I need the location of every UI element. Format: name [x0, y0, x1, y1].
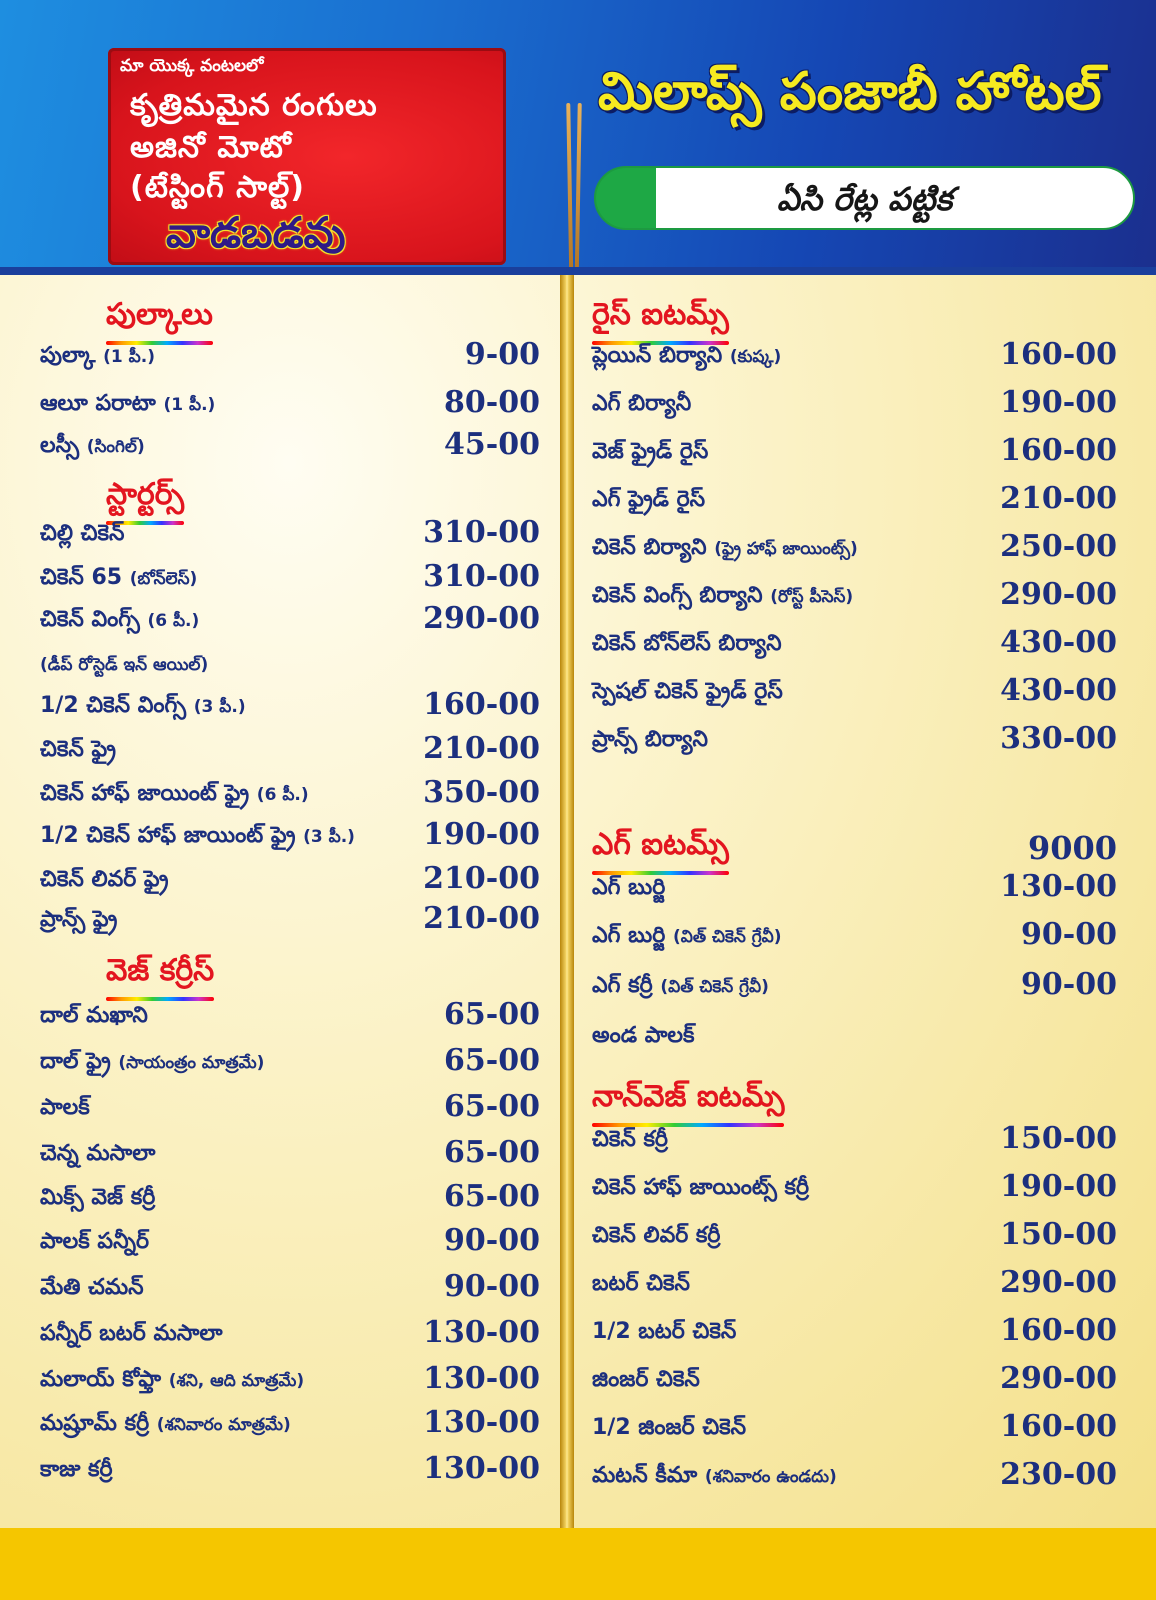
item-name-text: బటర్ చికెన్ [592, 1271, 690, 1296]
item-note: (సింగిల్) [86, 437, 145, 457]
menu-item-price: 160-00 [423, 687, 540, 722]
item-note: (కుష్క) [729, 347, 782, 367]
menu-item-name [592, 1319, 736, 1349]
menu-item-price: 190-00 [1000, 1169, 1117, 1204]
menu-item-price: 130-00 [423, 1315, 540, 1350]
section-heading [592, 827, 729, 869]
menu-item-name [40, 1367, 304, 1397]
section-title: స్టార్టర్స్ [106, 477, 185, 512]
item-note: (బోన్‌లెస్) [129, 569, 198, 589]
item-name-text: వెజ్ ఫ్రైడ్ రైస్ [592, 439, 709, 464]
hotel-name: మిలాప్స్ పంజాబీ హోటల్ [598, 62, 1102, 122]
section-heading [106, 477, 184, 519]
item-name-text: జింజర్ చికెన్ [592, 1367, 700, 1392]
item-note: (విత్ చికెన్ గ్రేవీ) [660, 977, 769, 997]
menu-item-name [592, 923, 782, 953]
item-name-text: చికెన్ కర్రీ [592, 1127, 668, 1152]
section-heading [106, 297, 213, 339]
item-name-text: అండ పాలక్ [592, 1023, 695, 1048]
menu-item-price: 80-00 [444, 385, 540, 420]
menu-item-name [592, 1367, 700, 1397]
menu-item-price: 65-00 [444, 1089, 540, 1124]
menu-item-price: 430-00 [1000, 673, 1117, 708]
menu-item-name [40, 607, 199, 637]
menu-item-price: 130-00 [423, 1405, 540, 1440]
menu-item-price: 65-00 [444, 1179, 540, 1214]
menu-item-price: 210-00 [1000, 481, 1117, 516]
chopsticks-icon [566, 103, 584, 303]
menu-item-price: 310-00 [423, 559, 540, 594]
menu-item-price: 210-00 [423, 861, 540, 896]
menu-item-name [40, 823, 355, 853]
menu-item-name [40, 1411, 291, 1441]
item-name-text: స్పెషల్ చికెన్ ఫ్రైడ్ రైస్ [592, 679, 783, 704]
item-note: (సాయంత్రం మాత్రమే) [118, 1053, 265, 1073]
item-name-text: చికెన్ 65 [40, 565, 123, 590]
item-name-text: చెన్న మసాలా [40, 1141, 156, 1166]
section-title: రైస్ ఐటమ్స్ [592, 297, 729, 332]
menu-item-price: 330-00 [1000, 721, 1117, 756]
menu-item-name [592, 973, 769, 1003]
menu-item-name [592, 583, 853, 613]
menu-item-name [40, 1003, 148, 1033]
menu-item-price: 250-00 [1000, 529, 1117, 564]
menu-item-name [40, 433, 145, 463]
menu-item-name [592, 1415, 746, 1445]
item-name-text: మేతి చమన్ [40, 1275, 144, 1300]
menu-item-name [40, 1141, 155, 1171]
item-name-text: పాలక్ [40, 1095, 90, 1120]
menu-item-name [40, 651, 208, 679]
item-note: (6 పీ.) [256, 785, 309, 805]
menu-item-name [592, 1127, 668, 1157]
menu-item-price: 160-00 [1000, 433, 1117, 468]
item-name-text: చికెన్ వింగ్స్ [40, 607, 140, 632]
item-note: (రోస్ట్ పీసెస్) [770, 587, 854, 607]
rate-list-title: ఏసి రేట్ల పట్టిక [776, 180, 953, 218]
no-additives-notice [108, 48, 506, 265]
item-name-text: ప్రాన్స్ బిర్యాని [592, 727, 708, 752]
menu-item-name [592, 1271, 690, 1301]
menu-item-price: 65-00 [444, 1135, 540, 1170]
menu-item-price: 150-00 [1000, 1217, 1117, 1252]
item-name-text: ఎగ్ ఫ్రైడ్ రైస్ [592, 487, 706, 512]
notice-line: కృత్రిమమైన రంగులు [130, 88, 378, 123]
item-note: (శనివారం ఉండదు) [704, 1467, 837, 1487]
menu-item-name [40, 867, 168, 897]
menu-item-name [592, 1463, 837, 1493]
item-note: (డీప్ రోస్టెడ్ ఇన్ ఆయిల్) [40, 655, 209, 675]
item-note: (1 పీ.) [163, 395, 216, 415]
menu-item-name [592, 875, 665, 905]
item-note: (6 పీ.) [147, 611, 200, 631]
item-name-text: పుల్కా [40, 343, 96, 368]
section-price: 9000 [1027, 829, 1117, 867]
item-name-text: ఎగ్ బిర్యానీ [592, 391, 692, 416]
menu-item-name [592, 631, 782, 661]
menu-item-price: 65-00 [444, 1043, 540, 1078]
item-name-text: చికెన్ హాఫ్ జాయింట్ ఫ్రై [40, 781, 250, 806]
menu-item-name [592, 391, 691, 421]
menu-item-price: 45-00 [444, 427, 540, 462]
item-note: (ఫ్రై హాఫ్ జాయింట్స్) [714, 539, 858, 559]
section-title: పుల్కాలు [106, 297, 213, 332]
menu-body [0, 275, 1156, 1530]
menu-item-name [40, 521, 124, 551]
menu-item-price: 160-00 [1000, 1313, 1117, 1348]
menu-item-name [40, 1049, 264, 1079]
menu-item-name [40, 565, 197, 595]
section-title: నాన్‌వెజ్ ఐటమ్స్ [592, 1079, 785, 1114]
menu-item-name [40, 693, 246, 723]
menu-item-name [592, 1223, 720, 1253]
rainbow-underline [106, 997, 214, 1001]
section-heading [106, 953, 214, 995]
item-name-text: పన్నీర్ బటర్ మసాలా [40, 1321, 223, 1346]
section-title: వెజ్ కర్రీస్ [106, 953, 215, 988]
item-name-text: దాల్ మఖాని [40, 1003, 148, 1028]
menu-item-name [592, 727, 708, 757]
header-banner [0, 0, 1156, 275]
rate-list-banner [594, 166, 1135, 230]
menu-item-price: 290-00 [423, 601, 540, 636]
item-name-text: 1/2 చికెన్ హాఫ్ జాయింట్ ఫ్రై [40, 823, 296, 848]
menu-item-name [40, 1457, 113, 1487]
section-title: ఎగ్ ఐటమ్స్ [592, 827, 729, 862]
item-note: (3 పీ.) [193, 697, 246, 717]
item-name-text: మష్రూమ్ కర్రీ [40, 1411, 150, 1436]
item-name-text: ప్లెయిన్ బిర్యాని [592, 343, 723, 368]
menu-item-price: 290-00 [1000, 577, 1117, 612]
item-name-text: మలాయ్ కోఫ్తా [40, 1367, 162, 1392]
item-note: (శని, ఆది మాత్రమే) [168, 1371, 305, 1391]
menu-item-price: 210-00 [423, 731, 540, 766]
menu-item-name [592, 1175, 809, 1205]
item-note: (శనివారం మాత్రమే) [156, 1415, 291, 1435]
item-name-text: కాజు కర్రీ [40, 1457, 113, 1482]
menu-item-price: 290-00 [1000, 1361, 1117, 1396]
item-name-text: 1/2 జింజర్ చికెన్ [592, 1415, 747, 1440]
menu-item-name [40, 1095, 90, 1125]
notice-lead: మా యొక్క వంటలలో [120, 56, 264, 76]
item-name-text: మటన్ కీమా [592, 1463, 698, 1488]
menu-item-price: 350-00 [423, 775, 540, 810]
golden-column-divider [560, 275, 574, 1530]
menu-item-name [592, 535, 858, 565]
item-note: (3 పీ.) [303, 827, 355, 847]
menu-item-price: 130-00 [1000, 869, 1117, 904]
menu-item-name [592, 439, 708, 469]
item-note: (విత్ చికెన్ గ్రేవీ) [672, 927, 782, 947]
menu-item-name [592, 1023, 694, 1053]
item-name-text: ఎగ్ బుర్జి [592, 923, 666, 948]
notice-line: (టేస్టింగ్ సాల్ట్) [130, 170, 305, 205]
menu-item-price: 230-00 [1000, 1457, 1117, 1492]
section-heading [592, 1079, 784, 1121]
menu-item-price: 90-00 [444, 1223, 540, 1258]
menu-item-price: 90-00 [444, 1269, 540, 1304]
item-name-text: మిక్స్ వెజ్ కర్రీ [40, 1185, 156, 1210]
menu-item-name [40, 1321, 222, 1351]
menu-item-price: 65-00 [444, 997, 540, 1032]
menu-item-price: 130-00 [423, 1451, 540, 1486]
menu-item-name [40, 737, 116, 767]
menu-item-price: 160-00 [1000, 337, 1117, 372]
item-name-text: ఎగ్ కర్రీ [592, 973, 653, 998]
item-name-text: లస్సీ [40, 433, 80, 458]
menu-item-price: 9-00 [464, 337, 540, 372]
footer-band [0, 1528, 1156, 1600]
menu-item-name [40, 343, 155, 373]
notice-line: అజినో మోటో [130, 130, 292, 165]
item-name-text: పాలక్ పన్నీర్ [40, 1229, 150, 1254]
menu-item-price: 310-00 [423, 515, 540, 550]
menu-item-name [40, 781, 309, 811]
menu-item-name [40, 391, 215, 421]
item-name-text: చికెన్ లివర్ ఫ్రై [40, 867, 169, 892]
menu-item-price: 150-00 [1000, 1121, 1117, 1156]
menu-item-price: 190-00 [1000, 385, 1117, 420]
item-name-text: ఎగ్ బుర్జి [592, 875, 666, 900]
item-note: (1 పీ.) [103, 347, 155, 367]
item-name-text: ఆలూ పరాటా [40, 391, 156, 416]
item-name-text: చికెన్ బోన్‌లెస్ బిర్యాని [592, 631, 782, 656]
item-name-text: చికెన్ హాఫ్ జాయింట్స్ కర్రీ [592, 1175, 810, 1200]
item-name-text: చిల్లి చికెన్ [40, 521, 125, 546]
item-name-text: ప్రాన్స్ ఫ్రై [40, 907, 118, 932]
menu-item-price: 90-00 [1021, 917, 1117, 952]
menu-item-price: 130-00 [423, 1361, 540, 1396]
item-name-text: 1/2 చికెన్ వింగ్స్ [40, 693, 187, 718]
item-name-text: చికెన్ వింగ్స్ బిర్యాని [592, 583, 763, 608]
menu-item-price: 210-00 [423, 901, 540, 936]
notice-strong-text: వాడబడవు [166, 208, 346, 257]
menu-item-name [40, 907, 117, 937]
menu-item-price: 430-00 [1000, 625, 1117, 660]
item-name-text: చికెన్ బిర్యాని [592, 535, 707, 560]
menu-item-price: 90-00 [1021, 967, 1117, 1002]
menu-item-name [592, 679, 783, 709]
item-name-text: దాల్ ఫ్రై [40, 1049, 111, 1074]
section-heading [592, 297, 729, 339]
menu-item-name [592, 487, 705, 517]
menu-item-name [40, 1229, 149, 1259]
item-name-text: చికెన్ లివర్ కర్రీ [592, 1223, 721, 1248]
menu-item-name [592, 343, 781, 373]
menu-item-price: 290-00 [1000, 1265, 1117, 1300]
item-name-text: 1/2 బటర్ చికెన్ [592, 1319, 737, 1344]
item-name-text: చికెన్ ఫ్రై [40, 737, 116, 762]
menu-item-price: 190-00 [423, 817, 540, 852]
menu-item-name [40, 1275, 144, 1305]
menu-item-name [40, 1185, 155, 1215]
menu-item-price: 160-00 [1000, 1409, 1117, 1444]
